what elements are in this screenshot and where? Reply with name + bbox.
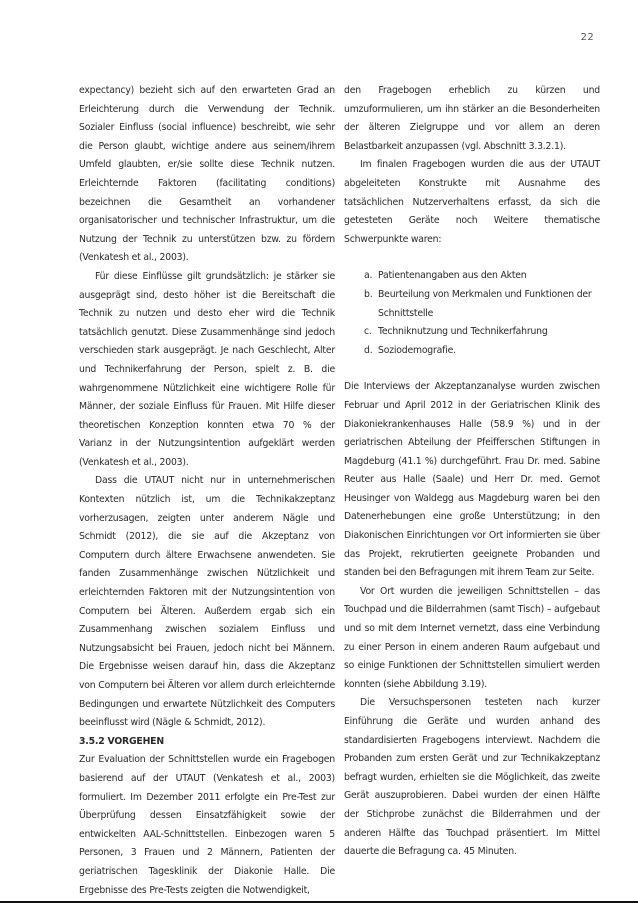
spacer xyxy=(344,249,600,267)
right-column xyxy=(344,82,600,862)
paragraph: Vor Ort wurden die jeweiligen Schnittstellen – das Touchpad und die Bilderrahmen (samt Tisch) – aufgebaut und so mit dem Internet vernetzt, dass eine Verbindung zu einer Person in einem anderen Raum aufgebaut und so einige Funktionen der Schnittstellen simuliert werden konnten (siehe Abbildung 3.19). xyxy=(344,585,600,690)
list-marker: b. xyxy=(364,288,373,300)
paragraph: expectancy) bezieht sich auf den erwarteten Grad an Erleichterung durch die Verwendung der Technik. Sozialer Einfluss (social influence) beschreibt, wie sehr die Person glaubt, wichtige andere aus seinem/ihrem Umfeld glaubten, er/sie sollte diese Technik nutzen. Erleichternde Faktoren (facilitating conditions) bezeichnen die Gesamtheit an vorhandener organisatorischer und technischer Infrastruktur, um die Nutzung der Technik zu unterstützen bzw. zu fördern (Venkatesh et al., 2003). xyxy=(79,85,335,264)
topic-list xyxy=(344,267,600,360)
paragraph: Dass die UTAUT nicht nur in unternehmerischen Kontexten nützlich ist, um die Technikakzeptanz vorherzusagen, zeigten unter anderem Nägle und Schmidt (2012), die sie auf die Akzeptanz von Computern durch ältere Erwachsene anwendeten. Sie fanden Zusammenhänge zwischen Nützlichkeit und erleichternden Faktoren mit der Nutzungsintention von Computern bei Älteren. Außerdem ergab sich ein Zusammenhang zwischen sozialem Einfluss und Nutzungsabsicht bei Frauen, jedoch nicht bei Männern. Die Ergebnisse weisen darauf hin, dass die Akzeptanz von Computern bei Älteren vor allem durch erleichternde Bedingungen und erwartete Nützlichkeit des Computers beeinflusst wird (Nägle & Schmidt, 2012). xyxy=(79,475,335,729)
paragraph: Für diese Einflüsse gilt grundsätzlich: je stärker sie ausgeprägt sind, desto höher ist die Bereitschaft die Technik zu nutzen und desto eher wird die Technik tatsächlich genutzt. Diese Zusammenhänge sind jedoch verschieden stark ausgeprägt. Je nach Geschlecht, Alter und Technikerfahrung der Person, spielt z. B. die wahrgenommene Nützlichkeit eine wichtigere Rolle für Männer, der soziale Einfluss für Frauen. Mit Hilfe dieser theoretischen Konzeption konnten etwa 70 % der Varianz in der Nutzungsintention aufgeklärt werden (Venkatesh et al., 2003). xyxy=(79,270,335,468)
list-item xyxy=(344,267,600,286)
list-item xyxy=(344,342,600,361)
left-column xyxy=(79,82,335,900)
page-number: 22 xyxy=(580,32,594,43)
paragraph: Die Versuchspersonen testeten nach kurzer Einführung die Geräte und wurden anhand des standardisierten Fragebogens interviewt. Nachdem die Probanden zum ersten Gerät und zur Technikakzeptanz befragt wurden, erhielten sie die Möglichkeit, das zweite Gerät auszuprobieren. Dabei wurden der einen Hälfte der Stichprobe zunächst die Bilderrahmen und der anderen Hälfte das Touchpad präsentiert. Im Mittel dauerte die Befragung ca. 45 Minuten. xyxy=(344,697,600,858)
section-heading: 3.5.2 VORGEHEN xyxy=(79,735,164,747)
list-item-text: Beurteilung von Merkmalen und Funktionen der Schnittstelle xyxy=(378,288,592,319)
paragraph: Zur Evaluation der Schnittstellen wurde ein Fragebogen basierend auf der UTAUT (Venkatesh et al., 2003) formuliert. Im Dezember 2011 erfolgte ein Pre-Test zur Überprüfung dessen Einsatzfähigkeit sowie der entwickelten AAL-Schnittstellen. Einbezogen waren 5 Personen, 3 Frauen und 2 Männern, Patienten der geriatrischen Tagesklinik der Diakonie Halle. Die Ergebnisse des Pre-Tests zeigten die Notwendigkeit, xyxy=(79,754,335,896)
paragraph: den Fragebogen erheblich zu kürzen und umzuformulieren, um ihn stärker an die Besonderheiten der älteren Zielgruppe und vor allem an deren Belastbarkeit anzupassen (vgl. Abschnitt 3.3.2.1). xyxy=(344,85,600,152)
list-item-text: Soziodemografie. xyxy=(378,344,456,356)
list-item xyxy=(344,323,600,342)
spacer xyxy=(344,360,600,378)
list-marker: c. xyxy=(364,326,372,338)
list-item-text: Techniknutzung und Technikerfahrung xyxy=(378,326,548,338)
list-marker: d. xyxy=(364,344,373,356)
list-marker: a. xyxy=(364,270,373,282)
paragraph: Die Interviews der Akzeptanzanalyse wurden zwischen Februar und April 2012 in der Geriatrischen Klinik des Diakoniekrankenhauses Halle (58.9 %) und in der geriatrischen Abteilung der Pfeifferschen Stiftungen in Magdeburg (41.1 %) durchgeführt. Frau Dr. med. Sabine Reuter aus Halle (Saale) und Herr Dr. med. Gernot Heusinger von Waldegg aus Magdeburg waren bei den Datenerhebungen eine große Unterstützung; in den Diakonischen Einrichtungen vor Ort informierten sie über das Projekt, rekrutierten geeignete Probanden und standen bei den Befragungen mit ihrem Team zur Seite. xyxy=(344,381,600,579)
list-item xyxy=(344,286,600,323)
list-item-text: Patientenangaben aus den Akten xyxy=(378,270,527,282)
paragraph: Im finalen Fragebogen wurden die aus der UTAUT abgeleiteten Konstrukte mit Ausnahme des tatsächlichen Nutzerverhaltens erfasst, da sich die getesteten Geräte noch Weitere thematische Schwerpunkte waren: xyxy=(344,159,600,245)
